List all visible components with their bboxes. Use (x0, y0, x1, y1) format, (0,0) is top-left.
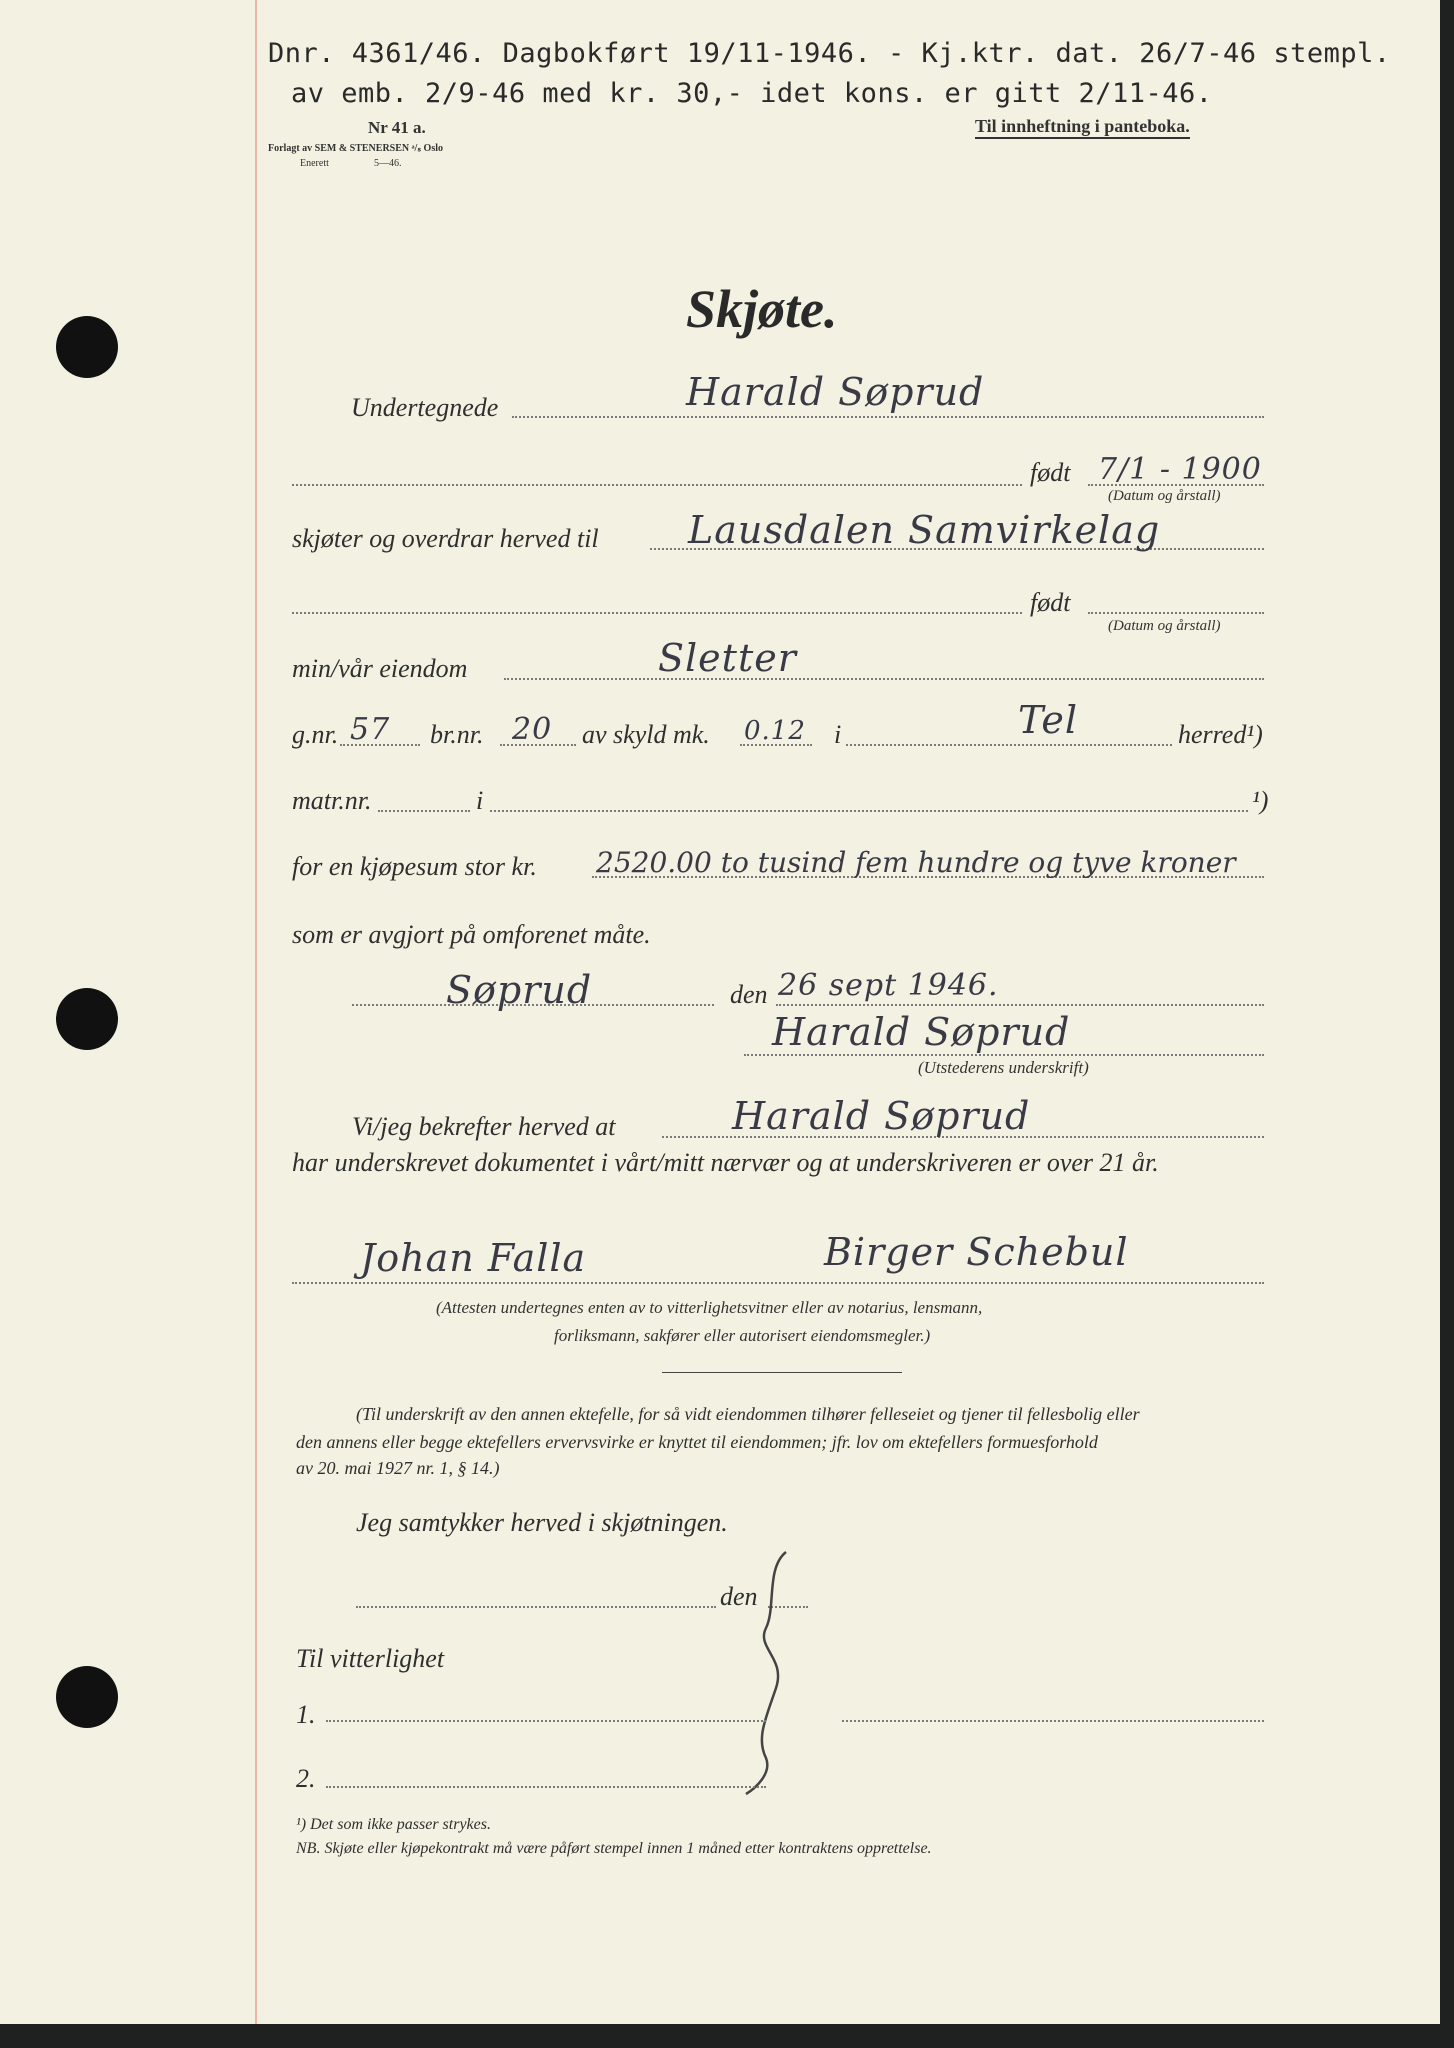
herred-line (846, 744, 1172, 746)
property-name: Sletter (658, 636, 797, 680)
brace-mark (736, 1548, 796, 1798)
footnote-1: ¹) Det som ikke passer strykes. (296, 1816, 491, 1833)
publisher-line: Forlagt av SEM & STENERSEN ᵃ/ₛ Oslo (268, 143, 443, 154)
fodt2-leading-line (292, 612, 1022, 614)
publisher-rights: Enerett (300, 158, 329, 169)
witness-1-line (326, 1720, 766, 1722)
undertegnede-label: Undertegnede (351, 393, 499, 422)
underskrevet-text: har underskrevet dokumentet i vårt/mitt nærvær og at underskriveren er over 21 år. (292, 1148, 1159, 1177)
witness-2-signature: Birger Schebul (824, 1230, 1129, 1274)
kjopesum-label: for en kjøpesum stor kr. (292, 852, 537, 881)
witness-number-1: 1. (296, 1700, 316, 1729)
bnr-value: 20 (512, 712, 553, 747)
registration-stamp-line1: Dnr. 4361/46. Dagbokført 19/11-1946. - Kj.ktr. dat. 26/7-46 stempl. (268, 38, 1391, 69)
vitterlighet-label: Til vitterlighet (296, 1644, 445, 1673)
attest-line-2: forliksmann, sakfører eller autorisert eiendomsmegler.) (554, 1326, 931, 1345)
place-value: Søprud (446, 968, 593, 1012)
datum-caption-1: (Datum og årstall) (1108, 488, 1221, 504)
issuer-caption: (Utstederens underskrift) (918, 1058, 1089, 1077)
witness-1-signature: Johan Falla (360, 1236, 587, 1280)
document-title: Skjøte. (686, 279, 838, 339)
witness-number-2: 2. (296, 1764, 316, 1793)
eiendom-label: min/vår eiendom (292, 654, 468, 683)
witness-2-line (326, 1786, 766, 1788)
purchase-price: 2520.00 to tusind fem hundre og tyve kroner (596, 846, 1236, 879)
i-label: i (834, 720, 842, 749)
footnote-2: NB. Skjøte eller kjøpekontrakt må være påført stempel innen 1 måned etter kontraktens opprettelse. (296, 1840, 932, 1857)
punch-hole-top (56, 316, 118, 378)
section-divider (662, 1372, 902, 1373)
bekrefter-name: Harald Søprud (732, 1094, 1031, 1138)
datum-caption-2: (Datum og årstall) (1108, 618, 1221, 634)
den-label: den (730, 980, 768, 1009)
spouse-note-line-2: den annens eller begge ektefellers ervervsvirke er knyttet til eiendommen; jfr. lov om ektefellers formuesforhold (296, 1432, 1098, 1452)
herred-value: Tel (1018, 698, 1079, 742)
witness-line (292, 1282, 1264, 1284)
consent-place-line (356, 1606, 716, 1608)
issuer-signature-line (744, 1054, 1264, 1056)
issuer-signature: Harald Søprud (772, 1010, 1071, 1054)
fodt1-label: født (1030, 458, 1071, 487)
seller-name: Harald Søprud (686, 370, 985, 414)
date-line (776, 1004, 1264, 1006)
skyld-label: av skyld mk. (582, 720, 710, 749)
publisher-date: 5—46. (374, 158, 402, 169)
margin-rule (255, 0, 257, 2024)
date-value: 26 sept 1946. (778, 968, 999, 1003)
seller-birthdate: 7/1 - 1900 (1098, 452, 1262, 487)
eiendom-line (504, 678, 1264, 680)
matr-suffix: ¹) (1252, 786, 1269, 815)
buyer-name: Lausdalen Samvirkelag (688, 508, 1161, 552)
herred-label: herred¹) (1178, 720, 1263, 749)
matr-line (378, 810, 470, 812)
skjoter-label: skjøter og overdrar herved til (292, 524, 599, 553)
matr-label: matr.nr. (292, 786, 372, 815)
avgjort-text: som er avgjort på omforenet måte. (292, 920, 651, 949)
spouse-note-line-1: (Til underskrift av den annen ektefelle, for så vidt eiendommen tilhører felleseiet og tjener til fellesbolig eller (356, 1404, 1140, 1424)
binding-note: Til innheftning i panteboka. (975, 116, 1190, 139)
bnr-label: br.nr. (430, 720, 484, 749)
registration-stamp-line2: av emb. 2/9-46 med kr. 30,- idet kons. er gitt 2/11-46. (291, 78, 1213, 109)
skyld-value: 0.12 (744, 716, 806, 746)
consent-den-label: den (720, 1582, 758, 1611)
spouse-note-line-3: av 20. mai 1927 nr. 1, § 14.) (296, 1458, 500, 1478)
punch-hole-middle (56, 988, 118, 1050)
undertegnede-line (512, 416, 1264, 418)
punch-hole-bottom (56, 1666, 118, 1728)
consent-text: Jeg samtykker herved i skjøtningen. (356, 1508, 728, 1537)
matr-i-label: i (476, 786, 484, 815)
fodt2-line (1088, 612, 1264, 614)
matr-i-line (490, 810, 1248, 812)
fodt1-leading-line (292, 484, 1022, 486)
gnr-value: 57 (350, 712, 391, 747)
gnr-label: g.nr. (292, 720, 339, 749)
fodt2-label: født (1030, 588, 1071, 617)
bekrefter-label: Vi/jeg bekrefter herved at (352, 1112, 616, 1141)
attest-line-1: (Attesten undertegnes enten av to vitterlighetsvitner eller av notarius, lensmann, (436, 1298, 983, 1317)
witness-1-right-line (842, 1720, 1264, 1722)
form-number: Nr 41 a. (368, 118, 426, 137)
fodt1-line (1088, 484, 1264, 486)
